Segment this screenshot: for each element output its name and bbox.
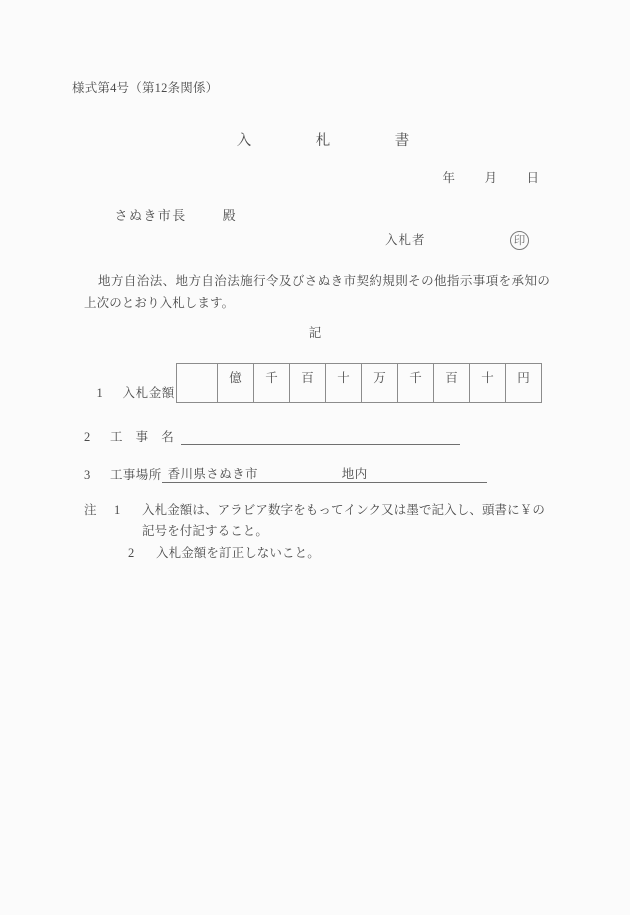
amount-unit-hyaku-2[interactable]: 百	[434, 364, 470, 403]
item-1-label	[84, 374, 175, 412]
addressee-honorific: 殿	[222, 208, 236, 223]
body-paragraph: 地方自治法、地方自治法施行令及びさぬき市契約規則その他指示事項を承知の上次のとおり入札します。	[84, 274, 550, 310]
title-char-3: 書	[394, 132, 410, 149]
item-3-number: 3	[84, 468, 91, 482]
notes-head-label: 注	[84, 503, 97, 517]
notes-section	[84, 500, 554, 564]
bidder-label: 入札者	[385, 233, 426, 247]
note-2-number: 2	[128, 546, 135, 560]
page-title	[0, 119, 630, 163]
amount-unit-hyaku-1[interactable]: 百	[290, 364, 326, 403]
amount-unit-man[interactable]: 万	[362, 364, 398, 403]
note-1-number: 1	[114, 503, 121, 517]
note-2-text: 入札金額を訂正しないこと。	[156, 546, 320, 560]
construction-name-input[interactable]	[181, 428, 460, 445]
amount-unit-sen-2[interactable]: 千	[398, 364, 434, 403]
date-day-label: 日	[526, 170, 540, 185]
amount-unit-oku[interactable]: 億	[218, 364, 254, 403]
amount-cell-blank[interactable]	[177, 364, 218, 403]
note-item	[84, 543, 554, 564]
item-1-text: 入札金額	[122, 385, 175, 400]
construction-site-suffix: 地内	[341, 467, 368, 481]
title-char-2: 札	[315, 132, 331, 149]
note-1-text: 入札金額は、アラビア数字をもってインク又は墨で記入し、頭書に￥の記号を付記すること。	[142, 503, 545, 538]
item-1-number: 1	[96, 385, 103, 400]
form-number: 様式第4号（第12条関係）	[72, 81, 219, 95]
date-year-label: 年	[442, 170, 456, 185]
construction-site-input[interactable]	[162, 466, 487, 483]
construction-site-prefix: 香川県さぬき市	[167, 467, 258, 481]
table-row	[177, 364, 542, 403]
addressee-name: さぬき市長	[114, 208, 187, 223]
item-2-label: 工 事 名	[110, 430, 179, 444]
ki-marker: 記	[308, 326, 322, 340]
amount-unit-juu-1[interactable]: 十	[326, 364, 362, 403]
bid-amount-table	[176, 363, 542, 403]
date-line	[430, 159, 569, 197]
item-2-row	[84, 427, 460, 445]
addressee	[96, 196, 236, 235]
title-char-1: 入	[236, 132, 252, 149]
item-3-row	[84, 465, 487, 483]
item-3-label: 工事場所	[110, 468, 162, 482]
amount-unit-juu-2[interactable]: 十	[470, 364, 506, 403]
seal-stamp-icon: 印	[510, 231, 529, 250]
date-month-label: 月	[484, 170, 498, 185]
amount-unit-sen-1[interactable]: 千	[254, 364, 290, 403]
amount-unit-en[interactable]: 円	[506, 364, 542, 403]
item-2-number: 2	[84, 430, 91, 444]
note-item	[84, 500, 554, 542]
